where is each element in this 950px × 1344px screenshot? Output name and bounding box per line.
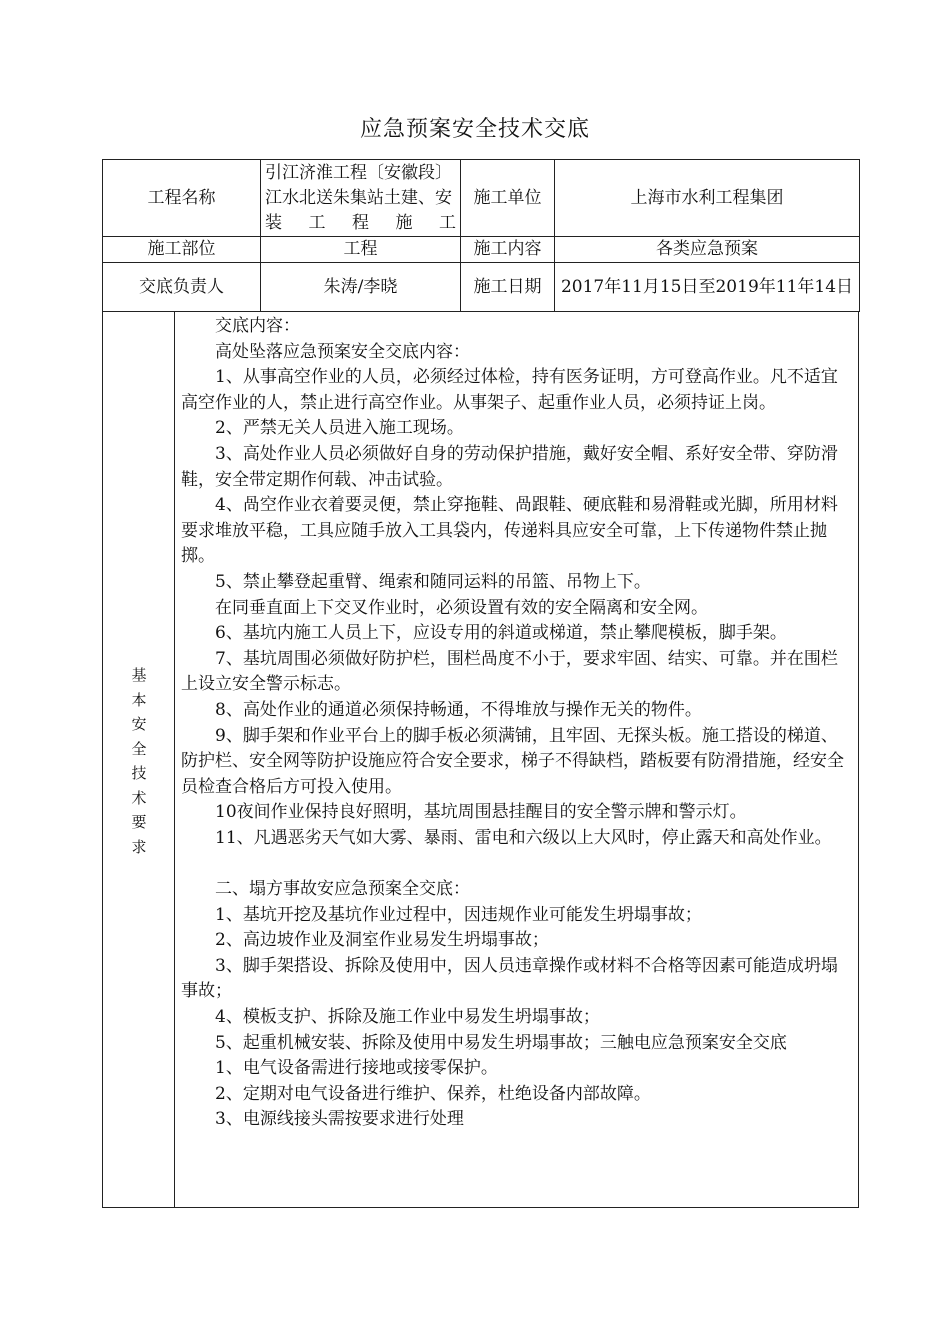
paragraph: 3、电源线接头需按要求进行处理	[215, 1109, 464, 1130]
project-name-label: 工程名称	[103, 160, 261, 237]
unit-value: 上海市水利工程集团	[555, 160, 860, 237]
blank-line	[181, 851, 853, 877]
person-value: 朱涛/李晓	[261, 263, 461, 312]
side-char: 求	[131, 837, 147, 856]
document-title: 应急预案安全技术交底	[359, 117, 590, 142]
paragraph: 11、凡遇恶劣天气如大雾、暴雨、雷电和六级以上大风时，停止露天和高处作业。	[215, 827, 832, 848]
content-value: 各类应急预案	[555, 237, 860, 263]
part-value: 工程	[261, 237, 461, 263]
content-label: 施工内容	[461, 237, 555, 263]
paragraph: 5、起重机械安装、拆除及使用中易发生坍塌事故；三触电应急预案安全交底	[215, 1032, 787, 1053]
paragraph: 1、基坑开挖及基坑作业过程中，因违规作业可能发生坍塌事故；	[215, 904, 702, 925]
paragraph: 二、塌方事故安应急预案全交底：	[215, 879, 470, 900]
paragraph: 8、高处作业的通道必须保持畅通，不得堆放与操作无关的物件。	[215, 699, 702, 720]
date-label: 施工日期	[461, 263, 555, 312]
paragraph: 10夜间作业保持良好照明，基坑周围悬挂醒目的安全警示牌和警示灯。	[215, 802, 747, 823]
paragraph: 高处坠落应急预案安全交底内容：	[215, 341, 470, 362]
paragraph: 2、高边坡作业及洞室作业易发生坍塌事故；	[215, 930, 549, 951]
project-name-value: 引江济淮工程〔安徽段〕江水北送朱集站土建、安装工程施工	[261, 160, 461, 237]
side-label	[103, 663, 175, 859]
side-char: 基	[131, 666, 147, 684]
side-char: 技	[131, 764, 147, 782]
side-char: 术	[131, 788, 147, 807]
paragraph: 在同垂直面上下交叉作业时，必须设置有效的安全隔离和安全网。	[215, 597, 708, 618]
paragraph: 6、基坑内施工人员上下，应设专用的斜道或梯道，禁止攀爬模板，脚手架。	[215, 623, 787, 644]
unit-label: 施工单位	[461, 160, 555, 237]
date-value: 2017年11月15日至2019年11年14日	[555, 263, 860, 312]
side-char: 安	[131, 715, 147, 733]
paragraph: 3、高处作业人员必须做好自身的劳动保护措施，戴好安全帽、系好安全带、穿防滑鞋，安全带定期作何载、冲击试验。	[181, 443, 838, 490]
paragraph: 3、脚手架搭设、拆除及使用中，因人员违章操作或材料不合格等因素可能造成坍塌事故；	[181, 955, 838, 1002]
paragraph: 7、基坑周围必须做好防护栏，围栏咼度不小于，要求牢固、结实、可靠。并在围栏上设立安全警示标志。	[181, 648, 838, 695]
person-label: 交底负责人	[103, 263, 261, 312]
paragraph: 1、电气设备需进行接地或接零保护。	[215, 1058, 498, 1079]
part-label: 施工部位	[103, 237, 261, 263]
paragraph: 4、模板支护、拆除及施工作业中易发生坍塌事故；	[215, 1007, 600, 1028]
paragraph: 4、咼空作业衣着要灵便，禁止穿拖鞋、咼跟鞋、硬底鞋和易滑鞋或光脚，所用材料要求堆放平稳，工具应随手放入工具袋内，传递料具应安全可靠，上下传递物件禁止抛掷。	[181, 495, 838, 567]
paragraph: 2、严禁无关人员进入施工现场。	[215, 418, 464, 439]
paragraph: 2、定期对电气设备进行维护、保养，杜绝设备内部故障。	[215, 1083, 651, 1104]
requirements-section	[102, 311, 859, 1208]
side-char: 要	[131, 813, 147, 831]
header-table	[102, 159, 860, 312]
side-char: 本	[131, 690, 147, 709]
paragraph: 9、脚手架和作业平台上的脚手板必须满铺，且牢固、无探头板。施工搭设的梯道、防护栏、安全网等防护设施应符合安全要求，梯子不得缺档，踏板要有防滑措施，经安全员检查合格后方可投入使用。	[181, 725, 844, 797]
side-label-column	[103, 311, 175, 1207]
paragraph: 1、从事高空作业的人员，必须经过体检，持有医务证明，方可登高作业。凡不适宜高空作业的人，禁止进行高空作业。从事架子、起重作业人员，必须持证上岗。	[181, 367, 838, 413]
disclosure-content	[181, 314, 853, 1204]
paragraph: 交底内容：	[215, 316, 300, 336]
paragraph: 5、禁止攀登起重臂、绳索和随同运料的吊篮、吊物上下。	[215, 571, 651, 592]
side-char: 全	[131, 739, 147, 758]
